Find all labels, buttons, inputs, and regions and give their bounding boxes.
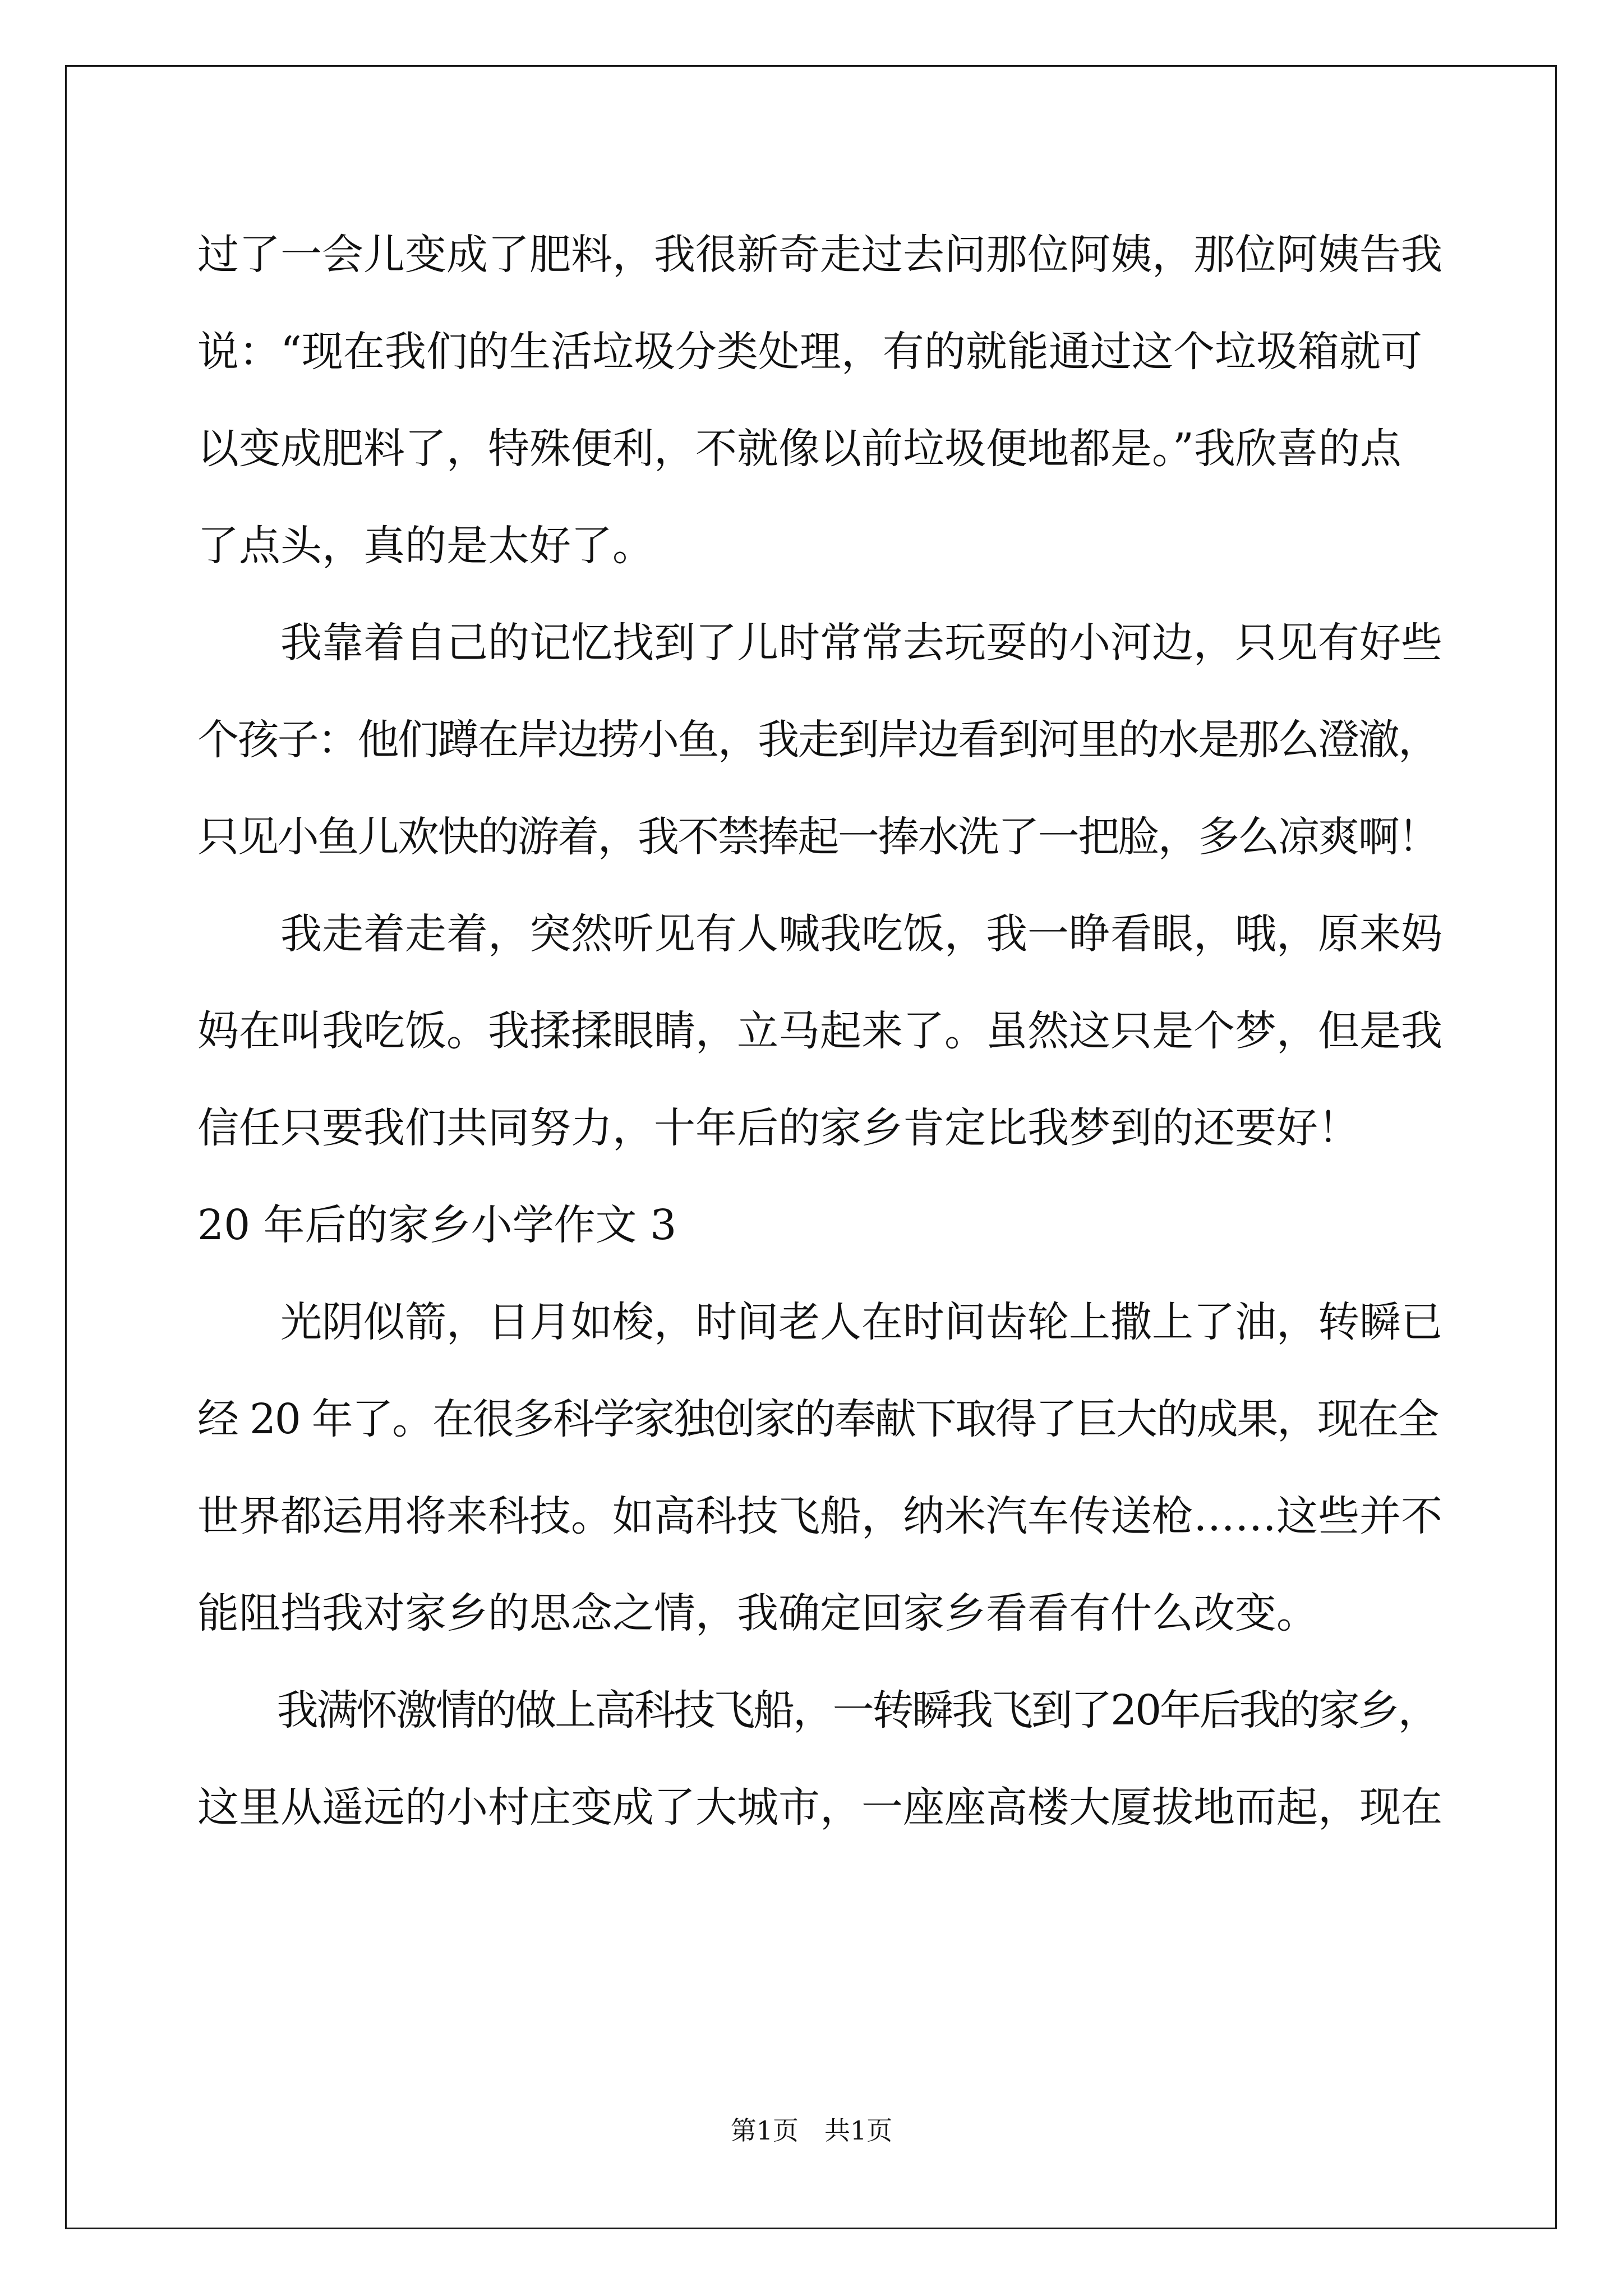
text-line: 只见小鱼儿欢快的游着，我不禁捧起一捧水洗了一把脸，多么凉爽啊！ [197,813,1438,861]
page-number: 第1页 [730,2115,799,2146]
text-line: 过了一会儿变成了肥料，我很新奇走过去问那位阿姨，那位阿姨告我 [197,231,1442,279]
text-line: 我满怀激情的做上高科技飞船，一转瞬我飞到了20年后我的家乡， [197,1686,1438,1734]
text-line: 我走着走着，突然听见有人喊我吃饭，我一睁看眼，哦，原来妈 [197,910,1442,958]
section-heading: 20 年后的家乡小学作文 3 [197,1201,677,1249]
text-line: 个孩子：他们蹲在岸边捞小鱼，我走到岸边看到河里的水是那么澄澈， [197,716,1438,764]
text-line: 能阻挡我对家乡的思念之情，我确定回家乡看看有什么改变。 [197,1589,1318,1637]
page-footer [0,2114,1623,2147]
essay-text [197,206,1448,1856]
text-line: 这里从遥远的小村庄变成了大城市，一座座高楼大厦拔地而起，现在 [197,1783,1442,1832]
text-line: 光阴似箭，日月如梭，时间老人在时间齿轮上撒上了油，转瞬已 [197,1298,1442,1346]
text-line: 说：“现在我们的生活垃圾分类处理，有的就能通过这个垃圾箱就可 [197,328,1422,376]
text-line: 信任只要我们共同努力，十年后的家乡肯定比我梦到的还要好！ [197,1104,1359,1152]
text-line: 妈在叫我吃饭。我揉揉眼睛，立马起来了。虽然这只是个梦，但是我 [197,1007,1442,1055]
text-line: 以变成肥料了，特殊便利，不就像以前垃圾便地都是。”我欣喜的点 [197,425,1401,473]
text-line: 世界都运用将来科技。如高科技飞船，纳米汽车传送枪……这些并不 [197,1492,1442,1540]
text-line: 了点头，真的是太好了。 [197,522,654,570]
text-line: 经 20 年了。在很多科学家独创家的奉献下取得了巨大的成果，现在全 [197,1395,1438,1443]
text-line: 我靠着自己的记忆找到了儿时常常去玩耍的小河边，只见有好些 [197,619,1442,667]
page-total: 共1页 [824,2115,893,2146]
